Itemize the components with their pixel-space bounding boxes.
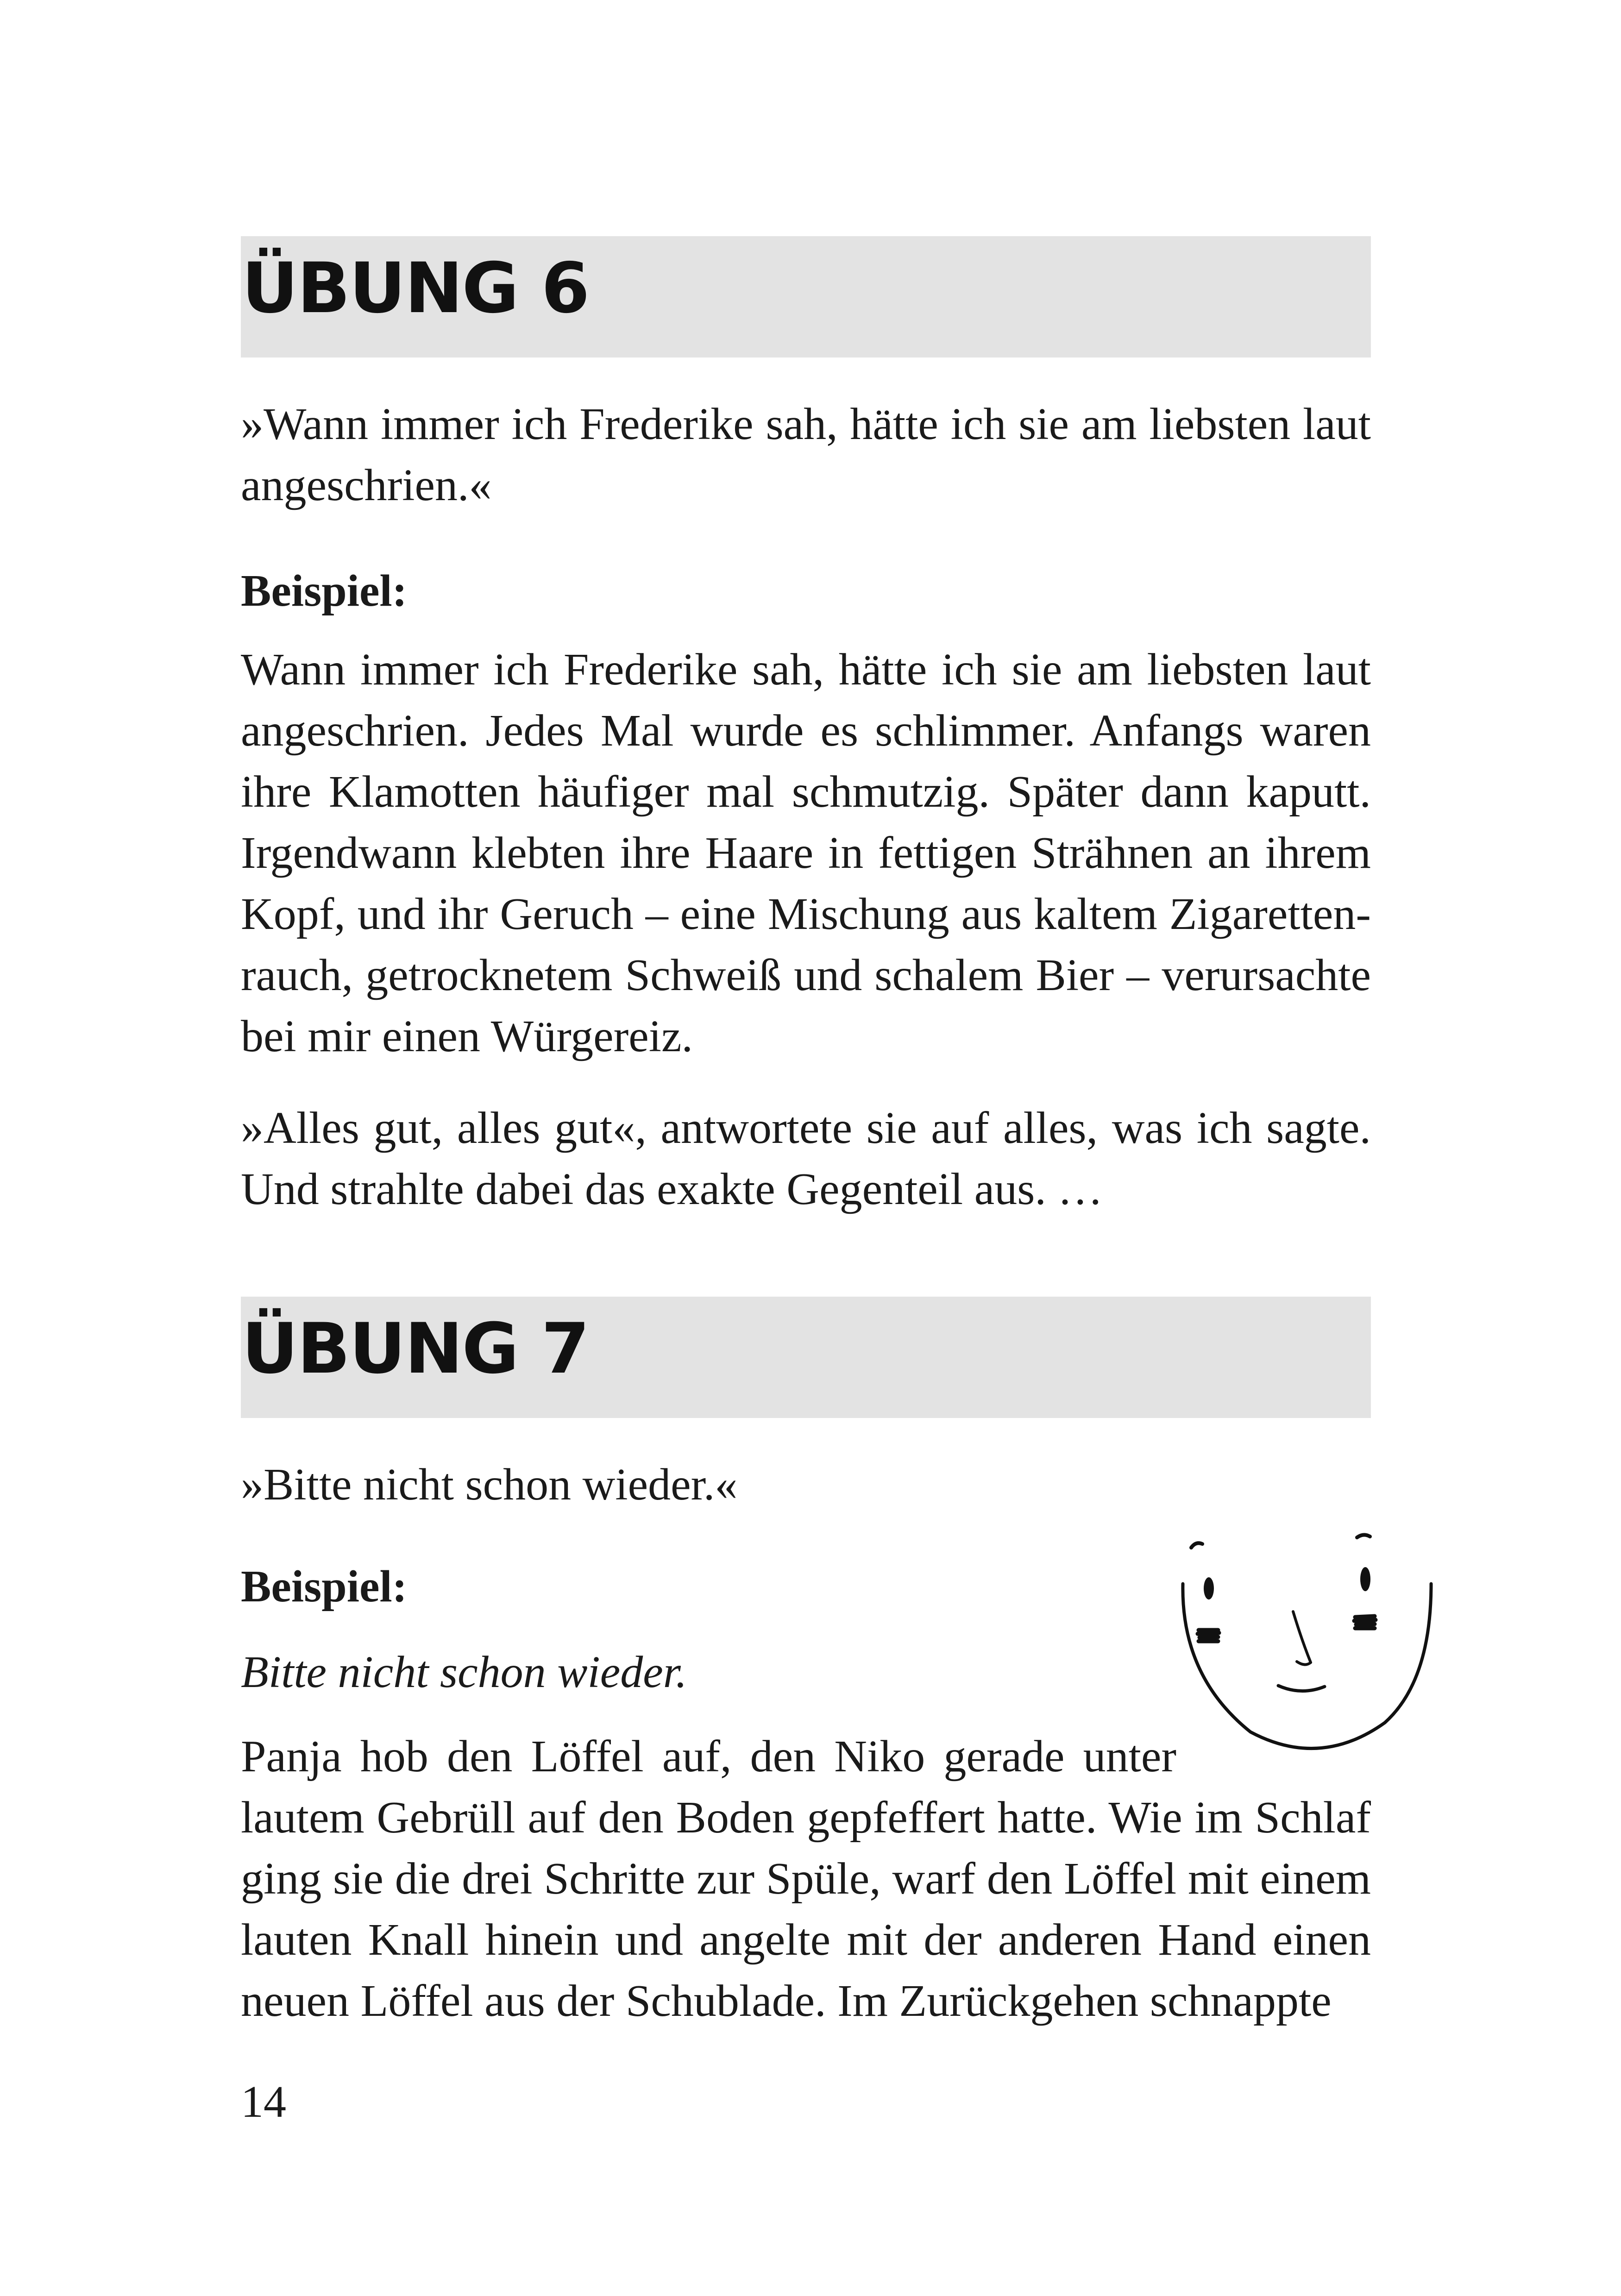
example-label: Beispiel: [241,566,408,616]
paragraph-text: »Alles gut, alles gut«, antwortete sie auf alles, was ich sagte. Und strahlte dabei das exakte Gegenteil aus. … [241,1103,1371,1214]
example-paragraph-first-line: Panja hob den Löffel auf, den Niko gerade unter [241,1731,1176,1782]
section-heading-bar [241,1297,1371,1418]
section-heading-bar [241,236,1371,358]
page-number: 14 [241,2077,286,2127]
section-heading: ÜBUNG 7 [242,1309,589,1389]
example-paragraph [241,1787,1371,2032]
paragraph-text: lautem Gebrüll auf den Boden gepfeffert hatte. Wie im Schlaf ging sie die drei Schritte zur Spüle, warf den Löffel mit einem lauten Knall hinein und angelte mit der anderen Hand einen neuen Löffel aus der Schublade. Im Zurückgehen schnappte [241,1793,1371,2026]
example-italic-line: Bitte nicht schon wieder. [241,1647,687,1697]
section-heading: ÜBUNG 6 [242,248,589,329]
exercise-quote [241,394,1371,516]
paragraph-text: Wann immer ich Frederike sah, hätte ich sie am liebsten laut angeschrien. Jedes Mal wurde es schlimmer. Anfangs waren ihre Klamotten häufiger mal schmutzig. Später dann kaputt. Irgendwann klebten ihre Haare in fettigen Strähnen an ihrem Kopf, und ihr Geruch – eine Mischung aus kaltem Zigarettenrauch, getrocknetem Schweiß und schalem Bier – verursachte bei mir einen Würgereiz. [241,645,1371,1061]
smiling-face-sketch-icon [1172,1528,1440,1750]
example-paragraph [241,639,1371,1067]
example-label: Beispiel: [241,1562,408,1612]
quote-text: »Wann immer ich Frederike sah, hätte ich sie am liebsten laut angeschrien.« [241,399,1371,510]
example-paragraph [241,1098,1371,1220]
exercise-quote: »Bitte nicht schon wieder.« [241,1460,738,1510]
